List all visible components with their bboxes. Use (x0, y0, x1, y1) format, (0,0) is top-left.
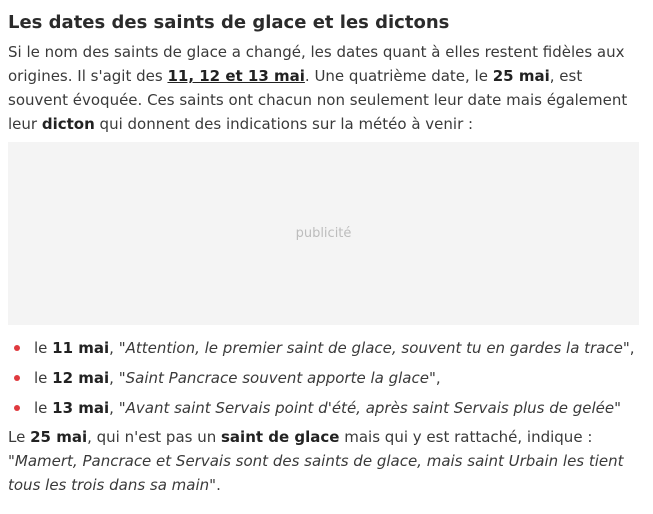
intro-text-4: qui donnent des indications sur la météo à venir : (94, 115, 474, 133)
bullet-icon (14, 375, 20, 381)
list-item (8, 363, 639, 393)
advertisement-placeholder[interactable] (8, 142, 639, 325)
closing-paragraph (8, 425, 639, 497)
sayings-list (8, 333, 639, 423)
fourth-date: 25 mai (492, 67, 550, 85)
dicton-term: dicton (41, 115, 95, 133)
closing-text-3: mais qui y est rattaché, indique : " (8, 428, 593, 470)
saying-separator: , " (109, 369, 126, 387)
list-item (8, 333, 639, 363)
section-heading: Les dates des saints de glace et les dictons (8, 12, 450, 33)
closing-text-1: Le (8, 428, 31, 446)
bullet-icon (14, 345, 20, 351)
saying-suffix: ", (622, 339, 635, 357)
saying-date: 13 mai (52, 399, 110, 417)
closing-date: 25 mai (30, 428, 88, 446)
intro-paragraph (8, 40, 639, 136)
saying-prefix: le (34, 369, 53, 387)
closing-term: saint de glace (221, 428, 340, 446)
saying-suffix: " (614, 399, 622, 417)
saying-prefix: le (34, 339, 53, 357)
intro-text-2: . Une quatrième date, le (304, 67, 493, 85)
list-item (8, 393, 639, 423)
saying-quote: Avant saint Servais point d'été, après saint Servais plus de gelée (125, 399, 615, 417)
bullet-icon (14, 405, 20, 411)
closing-quote: Mamert, Pancrace et Servais sont des saints de glace, mais saint Urbain les tient tous les trois dans sa main (8, 452, 624, 494)
saying-date: 11 mai (52, 339, 110, 357)
saying-prefix: le (34, 399, 53, 417)
closing-text-2: , qui n'est pas un (87, 428, 221, 446)
intro-text-1: Si le nom des saints de glace a changé, les dates quant à elles restent fidèles aux origines. Il s'agit des (8, 43, 625, 85)
intro-text-3: , est souvent évoquée. Ces saints ont chacun non seulement leur date mais également leur (8, 67, 628, 133)
saying-separator: , " (109, 339, 126, 357)
ad-label: publicité (295, 226, 352, 241)
saying-separator: , " (109, 399, 126, 417)
closing-text-4: ". (209, 476, 221, 494)
saying-suffix: ", (428, 369, 441, 387)
saying-quote: Attention, le premier saint de glace, souvent tu en gardes la trace (125, 339, 623, 357)
saying-date: 12 mai (52, 369, 110, 387)
dates-link[interactable]: 11, 12 et 13 mai (167, 67, 305, 85)
saying-quote: Saint Pancrace souvent apporte la glace (125, 369, 429, 387)
